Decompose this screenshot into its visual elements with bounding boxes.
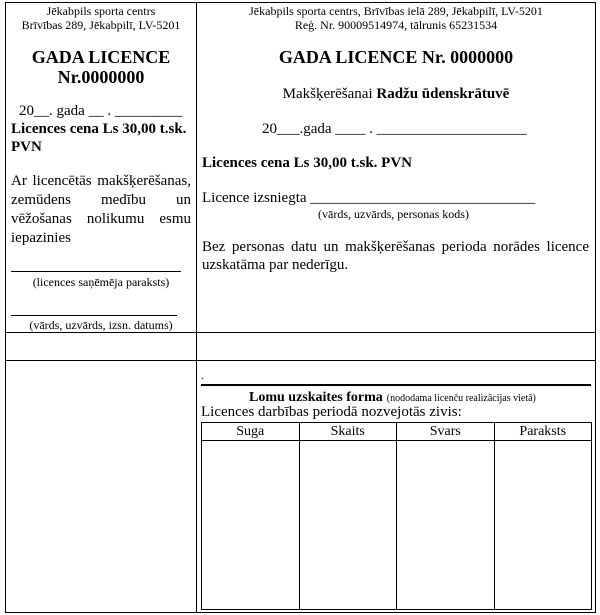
- purpose-place: Radžu ūdenskrātuvē: [376, 86, 510, 102]
- left-price-line1: Licences cena Ls 30,00 t.sk.: [11, 121, 187, 137]
- form-top-rule: [201, 384, 591, 386]
- right-org-line: Jēkabpils sporta centrs, Brīvības ielā 289, Jēkabpilī, LV-5201: [249, 4, 543, 18]
- purpose-prefix: Makšķerēšanai: [282, 86, 377, 102]
- name-date-line: [11, 315, 177, 316]
- right-reg-line: Reģ. Nr. 90009514974, tālrunis 65231534: [294, 18, 498, 32]
- catch-table: [201, 422, 592, 610]
- signature-cell[interactable]: [494, 441, 592, 610]
- frame-bottom: [5, 612, 596, 613]
- validity-line2: uzskatāma par nederīgu.: [202, 257, 349, 273]
- species-cell[interactable]: [202, 441, 300, 610]
- left-date-line: 20__. gada __ . _________: [19, 103, 183, 119]
- left-price-line2: PVN: [11, 139, 42, 155]
- left-statement-line2: zemūdens medību un: [11, 192, 191, 208]
- form-dot: .: [201, 368, 204, 382]
- column-header-count: Skaits: [299, 423, 397, 441]
- catch-form-subtitle: Licences darbības periodā nozvejotās zivis:: [201, 404, 462, 420]
- right-price: Licences cena Ls 30,00 t.sk. PVN: [202, 155, 412, 171]
- issued-line: Licence izsniegta ______________________________: [202, 190, 536, 206]
- weight-cell[interactable]: [397, 441, 495, 610]
- catch-form-title: Lomu uzskaites forma: [249, 390, 383, 405]
- left-title: GADA LICENCE: [31, 47, 171, 67]
- row-divider-lower: [5, 360, 596, 361]
- column-header-species: Suga: [202, 423, 300, 441]
- left-statement-line3: vēžošanas nolikumu esmu: [11, 211, 191, 227]
- right-date-line: 20___.gada ____ . ____________________: [262, 121, 527, 137]
- name-date-caption: (vārds, uzvārds, izsn. datums): [29, 318, 173, 332]
- frame-top: [5, 2, 596, 3]
- frame-left: [5, 2, 6, 613]
- left-org-address: Brīvības 289, Jēkabpilī, LV-5201: [21, 18, 181, 32]
- right-purpose: [197, 86, 595, 103]
- left-statement-line4: iepazinies: [11, 230, 71, 246]
- frame-right: [595, 2, 596, 613]
- issued-caption: (vārds, uzvārds, personas kods): [318, 207, 469, 221]
- left-org-name: Jēkabpils sporta centrs: [46, 4, 156, 18]
- catch-form-note: (nododama licenču realizācijas vietā): [386, 393, 536, 404]
- count-cell[interactable]: [299, 441, 397, 610]
- column-header-weight: Svars: [397, 423, 495, 441]
- right-title: GADA LICENCE Nr. 0000000: [278, 47, 514, 67]
- column-header-signature: Paraksts: [494, 423, 592, 441]
- validity-line1: Bez personas datu un makšķerēšanas perioda norādes licence: [202, 239, 589, 255]
- left-statement-line1: Ar licencētās makšķerēšanas,: [11, 173, 191, 189]
- signature-caption: (licences saņēmēja paraksts): [32, 275, 170, 289]
- signature-line: [11, 271, 181, 272]
- left-licence-number: Nr.0000000: [57, 67, 145, 87]
